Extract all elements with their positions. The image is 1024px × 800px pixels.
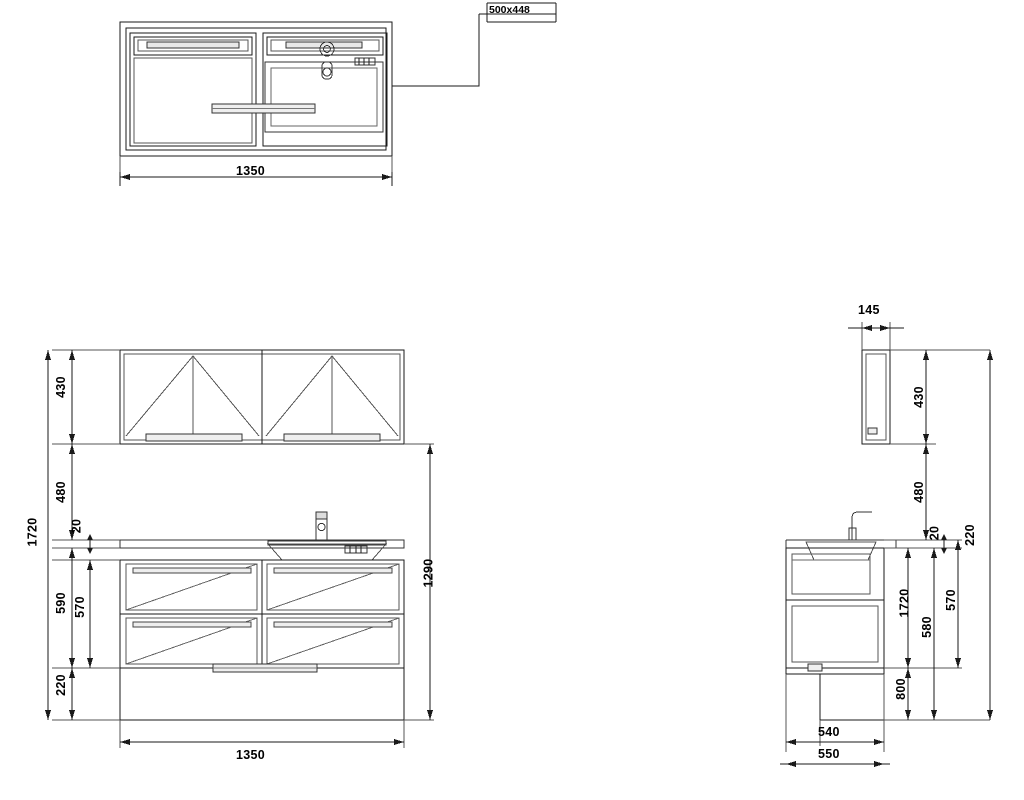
callout-basin-size: 500x448 (489, 4, 530, 16)
dim-side-drawer-height: 1720 (897, 588, 912, 618)
front-view-dimension-lines (45, 350, 434, 748)
dim-mirror-height: 430 (53, 376, 68, 398)
dim-drawer-inner-height: 570 (72, 596, 87, 618)
dim-unit-height: 1290 (421, 558, 436, 588)
dim-side-base-height: 580 (919, 616, 934, 638)
dim-worktop-thickness: 20 (69, 518, 84, 534)
dim-mirror-depth: 145 (858, 303, 880, 317)
dim-gap-height: 480 (53, 481, 68, 503)
dim-plinth-height: 220 (53, 674, 68, 696)
dim-side-total-height: 220 (962, 524, 977, 546)
top-view-group (120, 3, 556, 156)
dim-top-width: 1350 (236, 164, 266, 178)
dim-total-height: 1720 (25, 517, 40, 547)
front-view-vanity-group (120, 512, 404, 720)
dim-side-mirror-height: 430 (911, 386, 926, 408)
front-view-mirror-group (120, 350, 404, 444)
dim-front-width: 1350 (236, 748, 266, 762)
dim-side-unit-height: 570 (943, 589, 958, 611)
dim-side-depth-outer: 550 (818, 747, 840, 761)
side-view-mirror-group (848, 322, 904, 444)
dim-side-gap-height: 480 (911, 481, 926, 503)
dim-side-worktop-thickness: 20 (927, 525, 942, 541)
dim-drawer-block-height: 590 (53, 592, 68, 614)
dim-side-depth-inner: 540 (818, 725, 840, 739)
dim-side-plinth-height: 800 (893, 678, 908, 700)
side-view-vanity-group (786, 512, 896, 720)
